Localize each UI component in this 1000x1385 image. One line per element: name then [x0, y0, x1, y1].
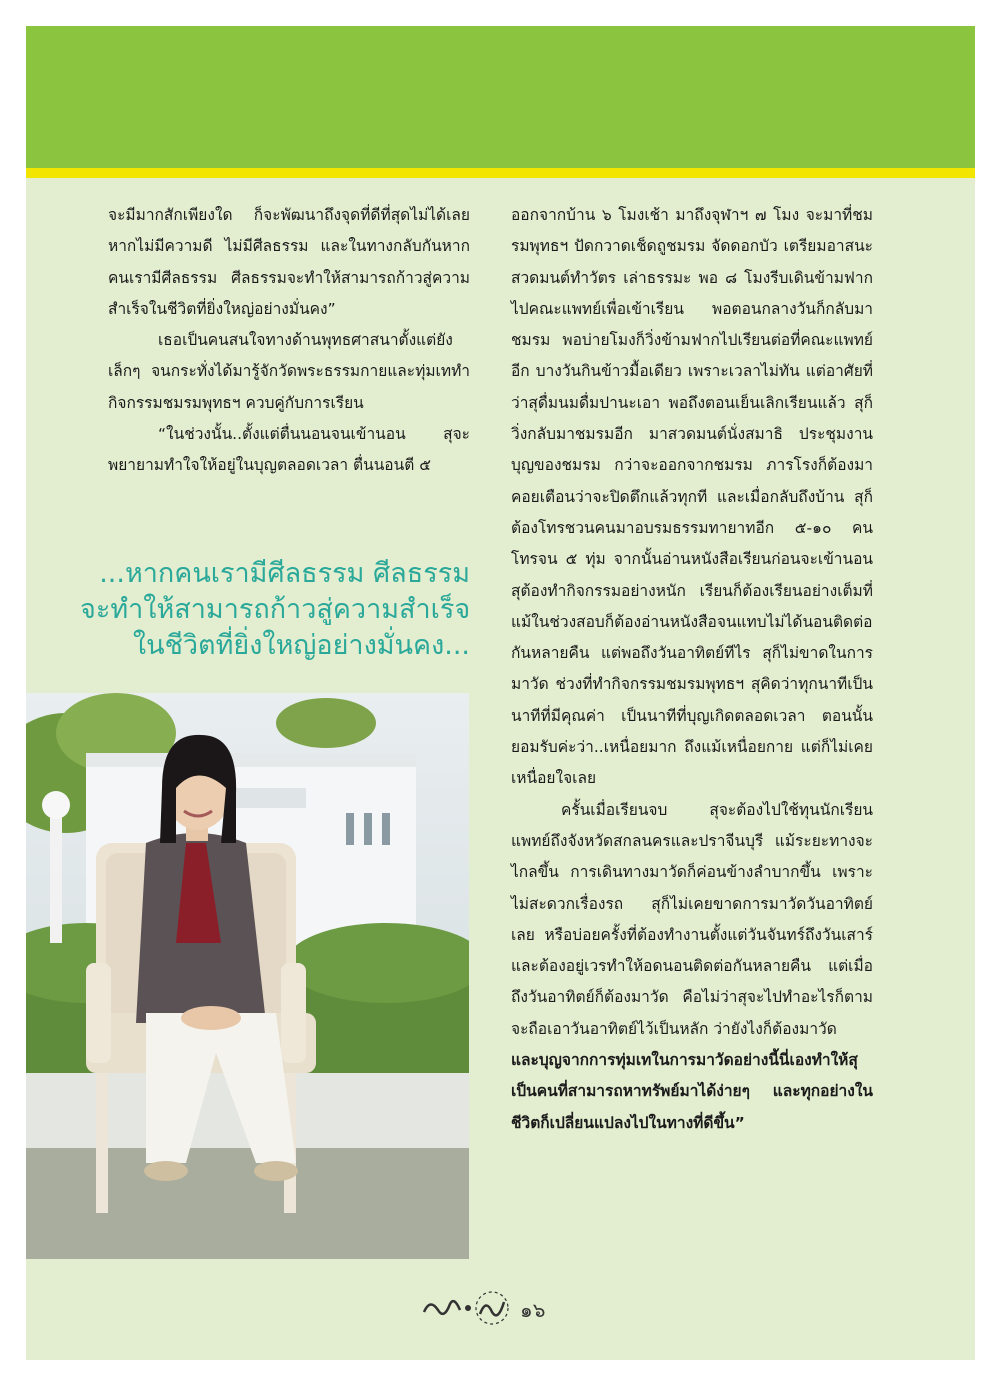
portrait-illustration	[26, 693, 469, 1259]
pull-quote-line: จะทำให้สามารถก้าวสู่ความสำเร็จ	[80, 594, 471, 625]
pull-quote	[80, 556, 470, 664]
left-column	[108, 200, 470, 482]
left-paragraph: จะมีมากสักเพียงใด ก็จะพัฒนาถึงจุดที่ดีที่สุดไม่ได้เลย หากไม่มีความดี ไม่มีศีลธรรม และในทางกลับกันหากคนเรามีศีลธรรม ศีลธรรมจะทำให้สามารถก้าวสู่ความสำเร็จในชีวิตที่ยิ่งใหญ่อย่างมั่นคง”	[108, 206, 470, 318]
footer	[420, 1290, 580, 1326]
pull-quote-line: ในชีวิตที่ยิ่งใหญ่อย่างมั่นคง...	[132, 630, 470, 661]
header-band	[26, 26, 975, 168]
right-paragraph: ครั้นเมื่อเรียนจบ สุจะต้องไปใช้ทุนนักเรียนแพทย์ถึงจังหวัดสกลนครและปราจีนบุรี แม้ระยะทางจะไกลขึ้น การเดินทางมาวัดก็ค่อนข้างลำบากขึ้น เพราะไม่สะดวกเรื่องรถ สุก็ไม่เคยขาดการมาวัดวันอาทิตย์เลย หรือบ่อยครั้งที่ต้องทำงานตั้งแต่วันจันทร์ถึงวันเสาร์ และต้องอยู่เวรทำให้อดนอนติดต่อกันหลายคืน แต่เมื่อถึงวันอาทิตย์ก็ต้องมาวัด คือไม่ว่าสุจะไปทำอะไรก็ตาม จะถือเอาวันอาทิตย์ไว้เป็นหลัก ว่ายังไงก็ต้องมาวัด	[511, 800, 873, 1038]
right-paragraph: ออกจากบ้าน ๖ โมงเช้า มาถึงจุฬาฯ ๗ โมง จะมาที่ชมรมพุทธฯ ปัดกวาดเช็ดถูชมรม จัดดอกบัว เตรียมอาสนะ สวดมนต์ทำวัตร เล่าธรรมะ พอ ๘ โมงรีบเดินข้ามฟากไปคณะแพทย์เพื่อเข้าเรียน พอตอนกลางวันก็กลับมาชมรม พอบ่ายโมงก็วิ่งข้ามฟากไปเรียนต่อที่คณะแพทย์อีก บางวันกินข้าวมื้อเดียว เพราะเวลาไม่ทัน แต่อาศัยที่ว่าสุดื่มนมดื่มปานะเอา พอถึงตอนเย็นเลิกเรียนแล้ว สุก็วิ่งกลับมาชมรมอีก มาสวดมนต์นั่งสมาธิ ประชุมงานบุญของชมรม กว่าจะออกจากชมรม ภารโรงก็ต้องมาคอยเตือนว่าจะปิดตึกแล้วทุกที และเมื่อกลับถึงบ้าน สุก็ต้องโทรชวนคนมาอบรมธรรมทายาทอีก ๕-๑๐ คน โทรจน ๕ ทุ่ม จากนั้นอ่านหนังสือเรียนก่อนจะเข้านอน สุต้องทำกิจกรรมอย่างหนัก เรียนก็ต้องเรียนอย่างเต็มที่ แม้ในช่วงสอบก็ต้องอ่านหนังสือจนแทบไม่ได้นอนติดต่อกันหลายคืน แต่พอถึงวันอาทิตย์ทีไร สุก็ไม่ขาดในการมาวัด ช่วงที่ทำกิจกรรมชมรมพุทธฯ สุคิดว่าทุกนาทีเป็นนาทีที่มีคุณค่า เป็นนาทีที่บุญเกิดตลอดเวลา ตอนนั้นยอมรับค่ะว่า..เหนื่อยมาก ถึงแม้เหนื่อยกาย แต่ก็ไม่เคยเหนื่อยใจเลย	[511, 206, 873, 788]
header-stripe	[26, 168, 975, 178]
portrait-photo	[26, 693, 469, 1259]
pull-quote-line: ...หากคนเรามีศีลธรรม ศีลธรรม	[99, 558, 470, 589]
left-paragraph: “ในช่วงนั้น..ตั้งแต่ตื่นนอนจนเข้านอน สุจะพยายามทำใจให้อยู่ในบุญตลอดเวลา ตื่นนอนตี ๕	[108, 425, 470, 475]
page-number: ๑๖	[520, 1298, 546, 1322]
left-paragraph: เธอเป็นคนสนใจทางด้านพุทธศาสนาตั้งแต่ยังเล็กๆ จนกระทั่งได้มารู้จักวัดพระธรรมกายและทุ่มเททำกิจกรรมชมรมพุทธฯ ควบคู่กับการเรียน	[108, 331, 470, 412]
magazine-logo	[420, 1290, 515, 1326]
right-column	[511, 200, 873, 1139]
right-paragraph-bold: และบุญจากการทุ่มเทในการมาวัดอย่างนี้นี่เองทำให้สุเป็นคนที่สามารถหาทรัพย์มาได้ง่ายๆ และทุกอย่างในชีวิตก็เปลี่ยนแปลงไปในทางที่ดีขึ้น”	[511, 1051, 873, 1132]
